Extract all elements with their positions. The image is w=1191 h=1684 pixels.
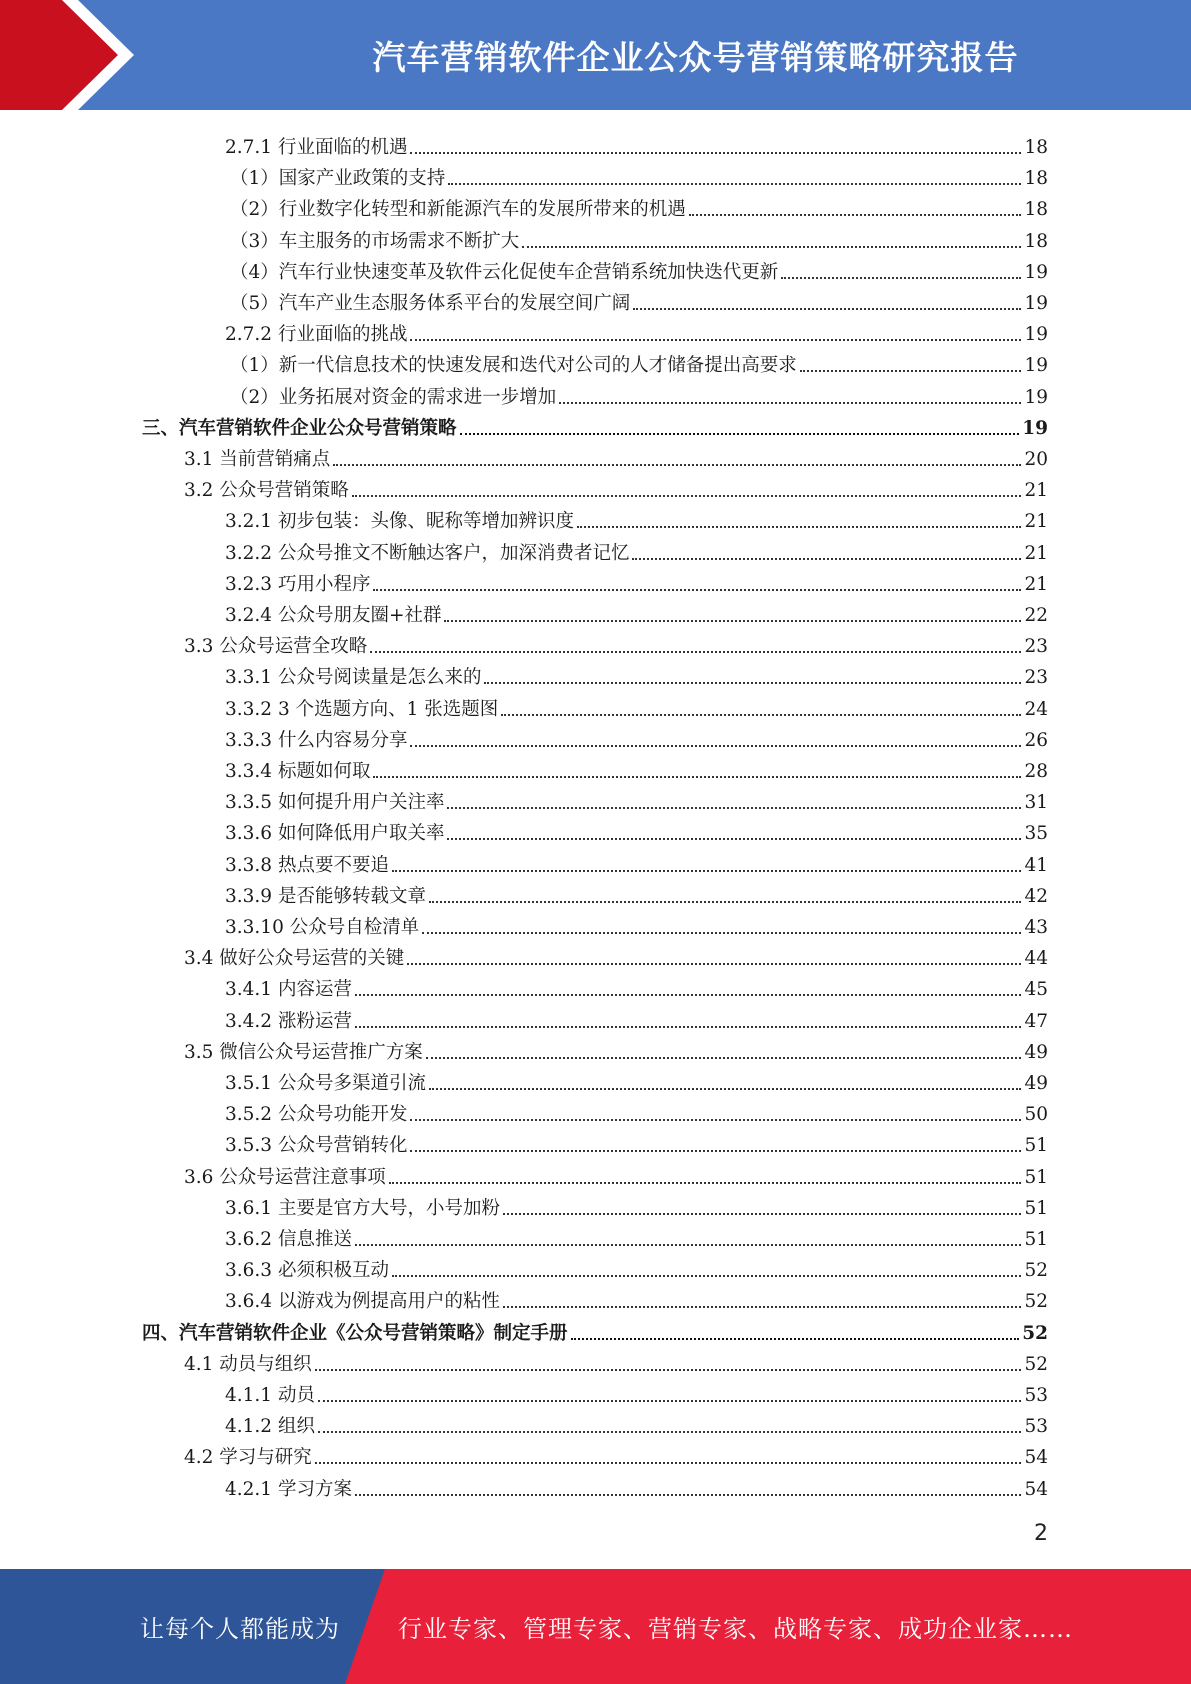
toc-entry-title: 3.6.1 主要是官方大号，小号加粉 xyxy=(225,1197,500,1219)
toc-dot-leader xyxy=(781,276,1021,279)
toc-dot-leader xyxy=(355,993,1022,996)
toc-entry[interactable] xyxy=(0,315,1048,346)
toc-entry[interactable] xyxy=(0,346,1048,377)
toc-entry-title: 4.2.1 学习方案 xyxy=(225,1478,352,1500)
toc-entry-page: 19 xyxy=(1024,324,1048,346)
toc-entry[interactable] xyxy=(0,596,1048,627)
toc-entry-title: 3.5 微信公众号运营推广方案 xyxy=(184,1041,423,1063)
toc-entry[interactable] xyxy=(0,908,1048,939)
toc-entry-title: 3.2.4 公众号朋友圈+社群 xyxy=(225,605,442,626)
toc-dot-leader xyxy=(422,931,1021,934)
toc-entry-title: 3.5.1 公众号多渠道引流 xyxy=(225,1073,426,1094)
toc-entry-title: 2.7.2 行业面临的挑战 xyxy=(225,324,408,346)
toc-entry[interactable] xyxy=(0,1438,1048,1469)
toc-entry-title: 3.2 公众号营销策略 xyxy=(184,480,349,502)
toc-entry[interactable] xyxy=(0,1251,1048,1282)
toc-entry[interactable] xyxy=(0,128,1048,159)
toc-entry[interactable] xyxy=(0,1189,1048,1220)
toc-dot-leader xyxy=(410,1149,1021,1152)
toc-entry-page: 45 xyxy=(1024,979,1048,1001)
toc-entry-title: 4.1 动员与组织 xyxy=(184,1353,312,1375)
toc-entry-title: 4.2 学习与研究 xyxy=(184,1447,312,1469)
toc-entry-page: 52 xyxy=(1024,1353,1048,1375)
toc-entry[interactable] xyxy=(0,222,1048,253)
toc-entry[interactable] xyxy=(0,409,1048,440)
toc-entry-title: 3.3.5 如何提升用户关注率 xyxy=(225,792,445,814)
toc-entry-page: 18 xyxy=(1024,137,1048,158)
toc-entry-title: 四、汽车营销软件企业《公众号营销策略》制定手册 xyxy=(142,1322,568,1344)
toc-entry[interactable] xyxy=(0,814,1048,845)
toc-dot-leader xyxy=(503,1305,1021,1308)
toc-dot-leader xyxy=(447,806,1021,809)
toc-entry-page: 21 xyxy=(1024,542,1048,564)
toc-dot-leader xyxy=(355,1025,1022,1028)
toc-entry-page: 26 xyxy=(1024,729,1048,751)
toc-entry-title: （1）新一代信息技术的快速发展和迭代对公司的人才储备提出高要求 xyxy=(230,355,797,377)
footer-slogan-right: 行业专家、管理专家、营销专家、战略专家、成功企业家…… xyxy=(398,1615,1073,1643)
toc-entry-page: 23 xyxy=(1024,636,1048,658)
toc-entry[interactable] xyxy=(0,253,1048,284)
toc-entry[interactable] xyxy=(0,939,1048,970)
toc-entry-page: 18 xyxy=(1024,199,1048,221)
toc-entry[interactable] xyxy=(0,970,1048,1001)
toc-entry-title: （5）汽车产业生态服务体系平台的发展空间广阔 xyxy=(230,293,631,314)
toc-entry-title: 3.4.2 涨粉运营 xyxy=(225,1010,352,1032)
toc-entry-page: 53 xyxy=(1024,1416,1048,1438)
toc-dot-leader xyxy=(373,775,1021,778)
toc-entry[interactable] xyxy=(0,752,1048,783)
toc-entry-page: 51 xyxy=(1024,1229,1048,1250)
toc-dot-leader xyxy=(333,463,1021,466)
toc-dot-leader xyxy=(448,182,1021,185)
toc-dot-leader xyxy=(373,588,1021,591)
toc-entry[interactable] xyxy=(0,1095,1048,1126)
toc-entry-page: 44 xyxy=(1024,948,1048,970)
toc-entry-page: 19 xyxy=(1024,293,1048,314)
toc-entry-page: 52 xyxy=(1022,1322,1048,1344)
page-header xyxy=(0,0,1191,110)
toc-entry-page: 22 xyxy=(1024,605,1048,626)
toc-entry[interactable] xyxy=(0,440,1048,471)
toc-dot-leader xyxy=(633,307,1021,310)
toc-entry-page: 23 xyxy=(1024,667,1048,689)
toc-entry-title: 3.3.9 是否能够转载文章 xyxy=(225,885,426,907)
toc-entry[interactable] xyxy=(0,1220,1048,1251)
toc-entry[interactable] xyxy=(0,502,1048,533)
toc-entry-title: 3.5.3 公众号营销转化 xyxy=(225,1135,408,1157)
toc-entry[interactable] xyxy=(0,471,1048,502)
toc-entry-page: 18 xyxy=(1024,230,1048,252)
toc-entry[interactable] xyxy=(0,534,1048,565)
toc-dot-leader xyxy=(410,151,1021,154)
toc-dot-leader xyxy=(315,1461,1022,1464)
toc-dot-leader xyxy=(447,837,1021,840)
page-number: 2 xyxy=(1034,1521,1048,1546)
toc-dot-leader xyxy=(503,1212,1021,1215)
toc-entry-page: 47 xyxy=(1024,1010,1048,1032)
toc-dot-leader xyxy=(460,432,1020,435)
toc-dot-leader xyxy=(389,1181,1022,1184)
toc-dot-leader xyxy=(318,1430,1022,1433)
toc-entry-title: 3.3.4 标题如何取 xyxy=(225,761,371,782)
toc-entry-page: 53 xyxy=(1024,1385,1048,1406)
toc-entry-page: 24 xyxy=(1024,698,1048,720)
toc-dot-leader xyxy=(352,494,1022,497)
toc-entry-page: 54 xyxy=(1024,1478,1048,1500)
toc-entry-title: （2）行业数字化转型和新能源汽车的发展所带来的机遇 xyxy=(230,199,686,221)
toc-entry[interactable] xyxy=(0,1470,1048,1501)
toc-dot-leader xyxy=(484,681,1021,684)
toc-entry-title: 3.3.8 热点要不要追 xyxy=(225,854,389,876)
toc-entry-title: 3.6 公众号运营注意事项 xyxy=(184,1166,386,1188)
toc-entry-title: 3.3.1 公众号阅读量是怎么来的 xyxy=(225,667,482,689)
toc-entry[interactable] xyxy=(0,1282,1048,1313)
toc-dot-leader xyxy=(559,401,1021,404)
toc-entry[interactable] xyxy=(0,658,1048,689)
toc-entry[interactable] xyxy=(0,690,1048,721)
toc-entry-title: （3）车主服务的市场需求不断扩大 xyxy=(230,230,520,252)
toc-entry-title: 3.4.1 内容运营 xyxy=(225,979,352,1001)
toc-dot-leader xyxy=(410,338,1021,341)
toc-entry-page: 19 xyxy=(1024,261,1048,283)
toc-entry[interactable] xyxy=(0,783,1048,814)
toc-entry-page: 43 xyxy=(1024,917,1048,938)
header-arrow-decoration xyxy=(0,0,160,110)
toc-entry[interactable] xyxy=(0,378,1048,409)
toc-dot-leader xyxy=(315,1368,1022,1371)
report-title: 汽车营销软件企业公众号营销策略研究报告 xyxy=(372,37,1019,77)
page-footer xyxy=(0,1569,1191,1684)
toc-entry-page: 18 xyxy=(1024,168,1048,190)
toc-entry-page: 19 xyxy=(1024,386,1048,408)
toc-entry-title: 3.3 公众号运营全攻略 xyxy=(184,636,368,658)
toc-dot-leader xyxy=(370,650,1021,653)
toc-entry-title: 4.1.2 组织 xyxy=(225,1416,315,1438)
toc-entry-title: 3.1 当前营销痛点 xyxy=(184,449,331,470)
toc-entry-page: 41 xyxy=(1024,854,1048,876)
toc-entry-page: 19 xyxy=(1024,355,1048,377)
toc-entry[interactable] xyxy=(0,846,1048,877)
toc-entry-title: 3.6.2 信息推送 xyxy=(225,1229,352,1250)
toc-entry[interactable] xyxy=(0,284,1048,315)
toc-entry-title: （4）汽车行业快速变革及软件云化促使车企营销系统加快迭代更新 xyxy=(230,261,779,283)
toc-entry-page: 20 xyxy=(1024,449,1048,470)
toc-entry[interactable] xyxy=(0,627,1048,658)
toc-entry-title: 3.2.3 巧用小程序 xyxy=(225,573,371,595)
toc-entry-title: 3.3.10 公众号自检清单 xyxy=(225,917,420,938)
toc-entry-page: 28 xyxy=(1024,761,1048,782)
toc-entry[interactable] xyxy=(0,159,1048,190)
toc-dot-leader xyxy=(522,245,1021,248)
toc-entry[interactable] xyxy=(0,1002,1048,1033)
toc-entry[interactable] xyxy=(0,565,1048,596)
toc-entry[interactable] xyxy=(0,1033,1048,1064)
toc-dot-leader xyxy=(407,962,1021,965)
toc-entry-page: 51 xyxy=(1024,1197,1048,1219)
toc-entry-page: 42 xyxy=(1024,885,1048,907)
toc-entry-page: 19 xyxy=(1022,417,1048,439)
toc-dot-leader xyxy=(429,1087,1021,1090)
toc-entry-title: 3.3.6 如何降低用户取关率 xyxy=(225,823,445,845)
toc-dot-leader xyxy=(429,900,1021,903)
toc-entry[interactable] xyxy=(0,1314,1048,1345)
toc-entry[interactable] xyxy=(0,1064,1048,1095)
toc-dot-leader xyxy=(355,1493,1022,1496)
toc-dot-leader xyxy=(501,713,1021,716)
toc-dot-leader xyxy=(689,213,1022,216)
toc-entry[interactable] xyxy=(0,1407,1048,1438)
toc-entry-page: 54 xyxy=(1024,1447,1048,1469)
toc-entry-page: 52 xyxy=(1024,1291,1048,1313)
toc-entry-page: 51 xyxy=(1024,1166,1048,1188)
toc-entry-title: 3.3.2 3 个选题方向、1 张选题图 xyxy=(225,698,499,720)
toc-dot-leader xyxy=(392,869,1021,872)
toc-entry[interactable] xyxy=(0,1126,1048,1157)
toc-entry[interactable] xyxy=(0,721,1048,752)
toc-entry-page: 21 xyxy=(1024,480,1048,502)
toc-entry-page: 52 xyxy=(1024,1260,1048,1282)
toc-entry-title: 3.2.2 公众号推文不断触达客户，加深消费者记忆 xyxy=(225,542,630,564)
toc-entry-page: 31 xyxy=(1024,792,1048,814)
toc-entry-page: 49 xyxy=(1024,1041,1048,1063)
toc-entry[interactable] xyxy=(0,1158,1048,1189)
toc-entry-title: 2.7.1 行业面临的机遇 xyxy=(225,137,408,158)
toc-entry-page: 21 xyxy=(1024,511,1048,533)
footer-slogan-left: 让每个人都能成为 xyxy=(140,1615,340,1643)
toc-entry-page: 35 xyxy=(1024,823,1048,845)
toc-entry-page: 49 xyxy=(1024,1073,1048,1094)
toc-dot-leader xyxy=(426,1056,1022,1059)
toc-entry[interactable] xyxy=(0,190,1048,221)
toc-entry-page: 51 xyxy=(1024,1135,1048,1157)
toc-entry-title: （2）业务拓展对资金的需求进一步增加 xyxy=(230,386,557,408)
toc-dot-leader xyxy=(800,369,1022,372)
toc-dot-leader xyxy=(632,557,1021,560)
toc-entry-title: 3.2.1 初步包装：头像、昵称等增加辨识度 xyxy=(225,511,574,533)
toc-dot-leader xyxy=(392,1274,1021,1277)
toc-dot-leader xyxy=(355,1243,1022,1246)
toc-entry-title: 3.6.3 必须积极互动 xyxy=(225,1260,389,1282)
toc-dot-leader xyxy=(410,1118,1021,1121)
toc-dot-leader xyxy=(318,1399,1022,1402)
toc-dot-leader xyxy=(577,525,1021,528)
toc-entry-title: 3.6.4 以游戏为例提高用户的粘性 xyxy=(225,1291,500,1313)
toc-entry[interactable] xyxy=(0,877,1048,908)
toc-dot-leader xyxy=(444,619,1021,622)
toc-dot-leader xyxy=(571,1337,1020,1340)
toc-dot-leader xyxy=(410,744,1021,747)
toc-entry[interactable] xyxy=(0,1345,1048,1376)
toc-entry-title: 三、汽车营销软件企业公众号营销策略 xyxy=(142,417,457,439)
toc-entry-title: 3.4 做好公众号运营的关键 xyxy=(184,948,405,970)
toc-entry-page: 21 xyxy=(1024,573,1048,595)
toc-entry-title: 4.1.1 动员 xyxy=(225,1385,315,1406)
toc-entry-title: 3.5.2 公众号功能开发 xyxy=(225,1104,408,1126)
toc-entry-title: 3.3.3 什么内容易分享 xyxy=(225,729,408,751)
toc-entry[interactable] xyxy=(0,1376,1048,1407)
toc-entry-page: 50 xyxy=(1024,1104,1048,1126)
toc-entry-title: （1）国家产业政策的支持 xyxy=(230,168,446,190)
